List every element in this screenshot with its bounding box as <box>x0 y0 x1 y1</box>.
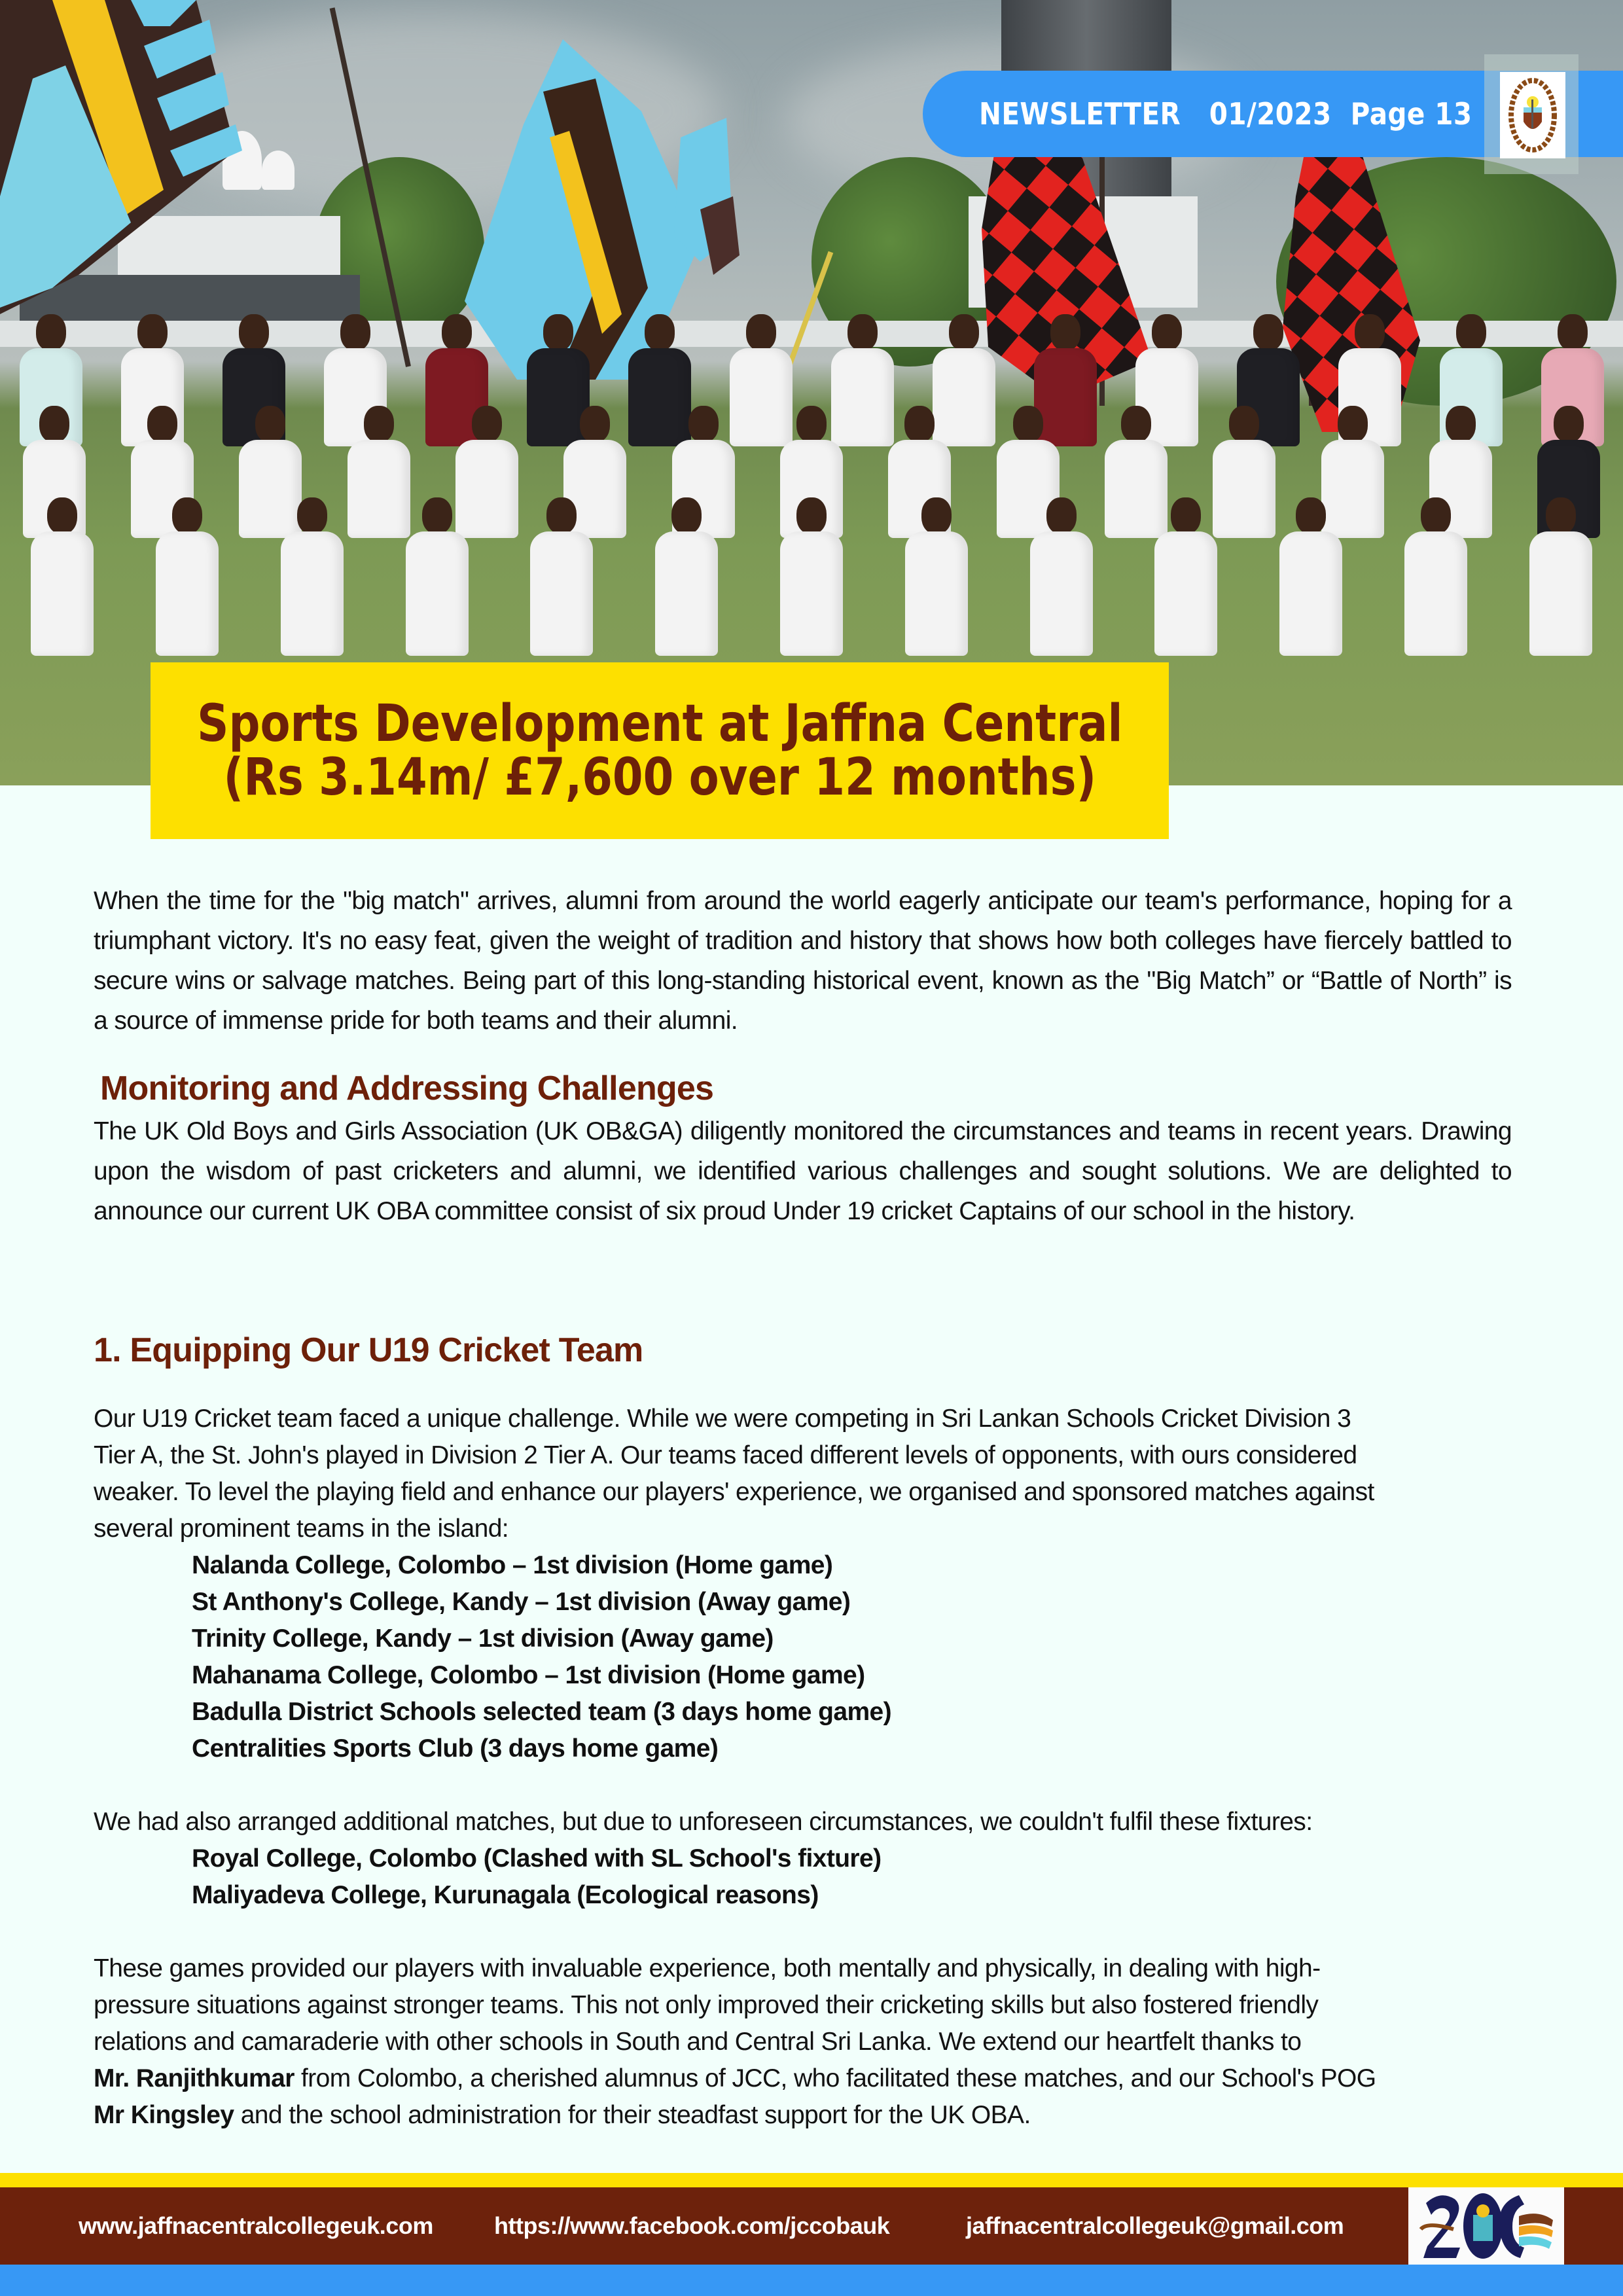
footer-links <box>0 2187 1407 2265</box>
closing-line-thanks-2 <box>94 2097 1512 2134</box>
intro-section <box>94 881 1512 1041</box>
match-item: Mahanama College, Colombo – 1st division (Home game) <box>192 1661 865 1689</box>
equipping-intro-line: Our U19 Cricket team faced a unique challenge. While we were competing in Sri Lankan Schools Cricket Division 3 <box>94 1405 1351 1433</box>
footer-yellow-strip <box>0 2173 1623 2187</box>
closing-line-thanks-1 <box>94 2060 1512 2097</box>
match-item: St Anthony's College, Kandy – 1st division (Away game) <box>192 1588 851 1616</box>
article-title-box <box>151 662 1169 839</box>
footer-website-link[interactable]: www.jaffnacentralcollegeuk.com <box>79 2212 433 2239</box>
intro-paragraph: When the time for the "big match" arrives, alumni from around the world eagerly anticipate our team's performance, hoping for a triumphant victory. It's no easy feat, given the weight of tradition and history that shows how both colleges have fiercely battled to secure wins or salvage matches. Being part of this long-standing historical event, known as the "Big Match” or “Battle of North” is a source of immense pride for both teams and their alumni. <box>94 887 1512 1035</box>
closing-line: pressure situations against stronger teams. This not only improved their cricketing skills but also fostered friendly <box>94 1991 1319 2019</box>
equipping-heading: 1. Equipping Our U19 Cricket Team <box>94 1331 643 1369</box>
equipping-intro-line: Tier A, the St. John's played in Division 2 Tier A. Our teams faced different levels of opponents, with ours considered <box>94 1441 1357 1469</box>
article-title: Sports Development at Jaffna Central <box>196 694 1123 753</box>
footer-email-link[interactable]: jaffnacentralcollegeuk@gmail.com <box>966 2212 1344 2239</box>
article-subtitle: (Rs 3.14m/ £7,600 over 12 months) <box>223 748 1096 807</box>
sponsored-matches-list <box>94 1547 1512 1767</box>
cancelled-match-item: Royal College, Colombo (Clashed with SL School's fixture) <box>192 1844 882 1873</box>
closing-line: These games provided our players with invaluable experience, both mentally and physically, in dealing with high- <box>94 1954 1321 1982</box>
match-item: Badulla District Schools selected team (3 days home game) <box>192 1698 891 1726</box>
match-item: Nalanda College, Colombo – 1st division (Home game) <box>192 1551 833 1579</box>
cancelled-match-item: Maliyadeva College, Kurunagala (Ecological reasons) <box>192 1881 819 1909</box>
equipping-section <box>94 1325 1512 2134</box>
200-anniversary-logo-icon <box>1408 2187 1564 2265</box>
footer-facebook-link[interactable]: https://www.facebook.com/jccobauk <box>494 2212 890 2239</box>
flag-left-icon <box>0 0 419 314</box>
equipping-intro-line: several prominent teams in the island: <box>94 1515 509 1543</box>
match-item: Trinity College, Kandy – 1st division (Away game) <box>192 1624 774 1653</box>
thanks-name-ranjithkumar: Mr. Ranjithkumar <box>94 2064 294 2092</box>
newsletter-issue-label: NEWSLETTER 01/2023 Page 13 <box>979 96 1472 132</box>
match-item: Centralities Sports Club (3 days home game) <box>192 1734 719 1763</box>
additional-matches-intro: We had also arranged additional matches, but due to unforeseen circumstances, we couldn't fulfil these fixtures: <box>94 1808 1313 1836</box>
thanks-name-kingsley: Mr Kingsley <box>94 2101 234 2129</box>
thanks-text: and the school administration for their steadfast support for the UK OBA. <box>234 2101 1031 2129</box>
cancelled-matches-list <box>94 1840 1512 1914</box>
monitoring-section <box>94 1066 1512 1231</box>
footer-blue-strip <box>0 2265 1623 2296</box>
thanks-text: from Colombo, a cherished alumnus of JCC, who facilitated these matches, and our School's POG <box>294 2064 1376 2092</box>
closing-line: relations and camaraderie with other schools in South and Central Sri Lanka. We extend our heartfelt thanks to <box>94 2028 1302 2056</box>
monitoring-heading: Monitoring and Addressing Challenges <box>100 1069 714 1107</box>
monitoring-paragraph: The UK Old Boys and Girls Association (UK OB&GA) diligently monitored the circumstances and teams in recent years. Drawing upon the wisdom of past cricketers and alumni, we identified various challenges and sought solutions. We are delighted to announce our current UK OBA committee consist of six proud Under 19 cricket Captains of our school in the history. <box>94 1117 1512 1225</box>
equipping-intro-line: weaker. To level the playing field and enhance our players' experience, we organised and sponsored matches against <box>94 1478 1374 1506</box>
school-crest-icon <box>1500 72 1565 158</box>
